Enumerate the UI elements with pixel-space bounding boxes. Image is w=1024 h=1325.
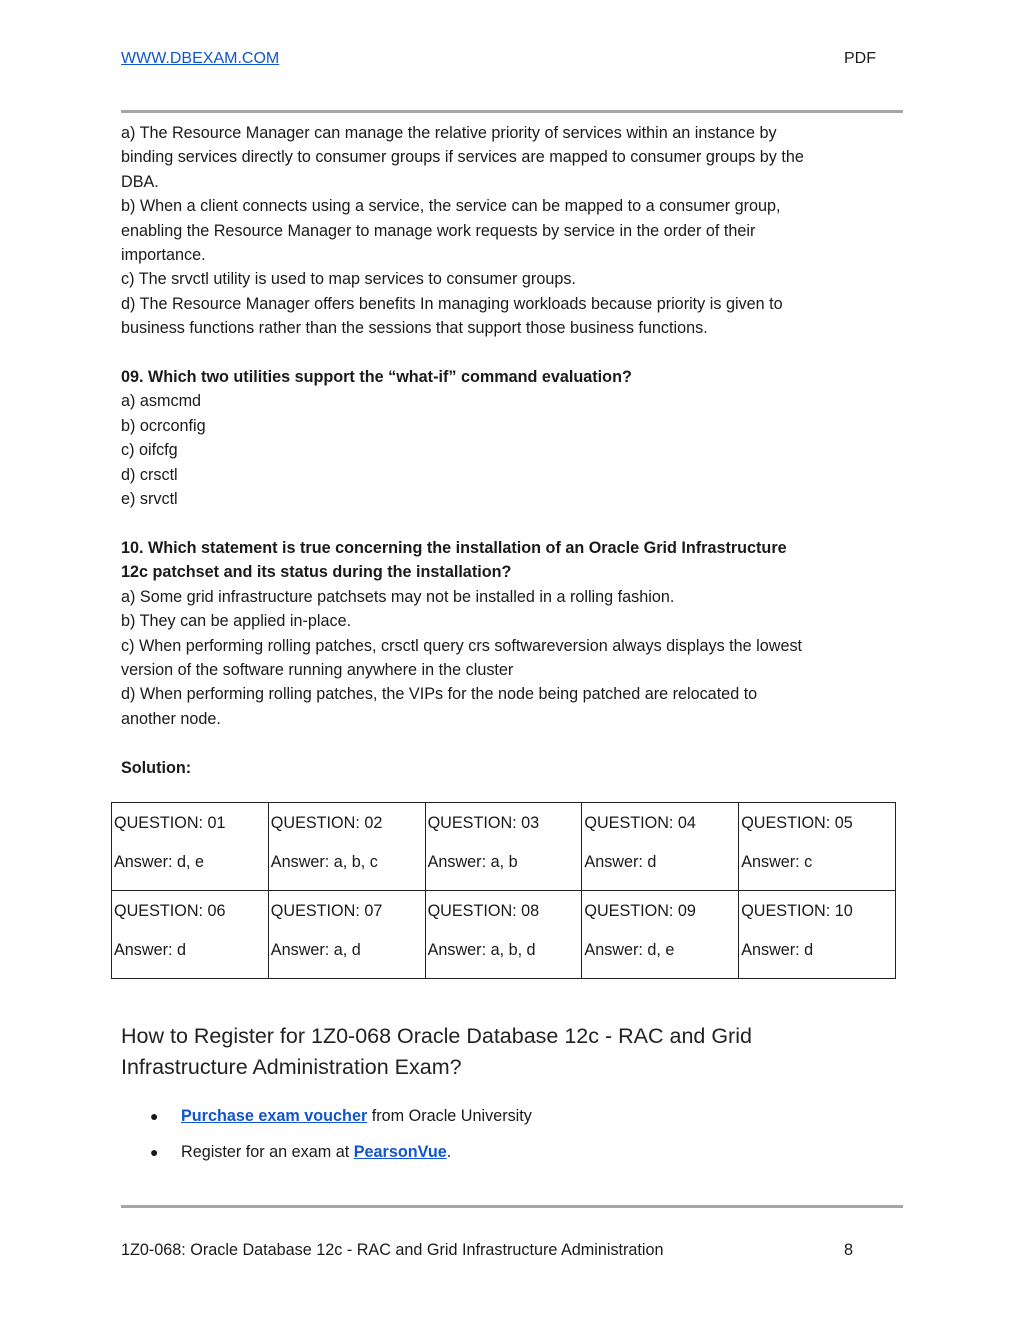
purchase-voucher-link[interactable]: Purchase exam voucher [181,1107,368,1125]
answers-table [111,802,896,979]
question-number: QUESTION: 09 [584,902,696,920]
question-number: QUESTION: 08 [427,902,540,920]
answer-value: Answer: d, e [584,941,675,959]
bullet-text-end: . [446,1143,452,1161]
question-number: QUESTION: 02 [270,814,383,832]
question-number: QUESTION: 10 [741,902,853,920]
q9-option: e) srvctl [121,490,178,509]
table-row [112,891,896,979]
table-cell [739,803,896,891]
pearsonvue-link[interactable]: PearsonVue [353,1143,447,1161]
question-number: QUESTION: 03 [427,814,540,832]
bullet-text: Register for an exam at [181,1143,354,1161]
q10-option: d) When performing rolling patches, the VIPs for the node being patched are relocated to [121,685,758,704]
q8-option-line: binding services directly to consumer groups if services are mapped to consumer groups by the [121,148,804,167]
bullet-icon: ● [150,1144,159,1160]
q10-option: another node. [121,709,221,728]
q8-option-line: enabling the Resource Manager to manage work requests by service in the order of their [121,221,756,240]
table-cell [112,803,269,891]
q8-option-line: c) The srvctl utility is used to map services to consumer groups. [121,270,576,289]
table-row [112,803,896,891]
q10-option: version of the software running anywhere in the cluster [121,660,514,679]
table-cell [112,891,269,979]
register-heading: How to Register for 1Z0-068 Oracle Database 12c - RAC and Grid Infrastructure Administration Exam? [121,1024,752,1079]
q10-option: b) They can be applied in-place. [121,612,352,631]
solution-label: Solution: [121,758,192,777]
answer-value: Answer: a, b, d [427,941,536,959]
question-number: QUESTION: 07 [270,902,383,920]
table-cell [425,891,582,979]
q8-option-line: business functions rather than the sessions that support those business functions. [121,319,708,338]
q9-question: 09. Which two utilities support the “what-if” command evaluation? [121,368,632,387]
answer-value: Answer: d [114,941,186,959]
q9-option: a) asmcmd [121,392,202,411]
footer-title: 1Z0-068: Oracle Database 12c - RAC and Grid Infrastructure Administration [121,1241,664,1259]
page-body [121,121,906,780]
q9-option: c) oifcfg [121,441,178,460]
answer-value: Answer: a, b, c [270,853,378,871]
header-pdf-label: PDF [844,50,876,67]
q10-option: c) When performing rolling patches, crsctl query crs softwareversion always displays the lowest [121,636,803,655]
table-cell [268,803,425,891]
q9-option: b) ocrconfig [121,416,206,435]
bottom-divider [121,1205,903,1208]
q10-question-line1: 10. Which statement is true concerning the installation of an Oracle Grid Infrastructure [121,538,787,557]
answer-value: Answer: d, e [114,853,204,871]
q10-option: a) Some grid infrastructure patchsets may not be installed in a rolling fashion. [121,587,675,606]
q8-option-line: a) The Resource Manager can manage the relative priority of services within an instance by [121,124,777,142]
question-number: QUESTION: 04 [584,814,696,832]
q8-option-line: d) The Resource Manager offers benefits In managing workloads because priority is given to [121,294,783,313]
q9-option: d) crsctl [121,465,178,484]
top-divider [121,110,903,113]
answer-value: Answer: d [741,941,814,959]
table-cell [268,891,425,979]
table-cell [739,891,896,979]
answer-value: Answer: a, d [270,941,361,959]
question-number: QUESTION: 05 [741,814,853,832]
answer-value: Answer: c [741,853,813,871]
answer-value: Answer: a, b [427,853,518,871]
table-cell [425,803,582,891]
answer-value: Answer: d [584,853,657,871]
table-cell [582,891,739,979]
header-site-link[interactable]: WWW.DBEXAM.COM [121,50,280,67]
question-number: QUESTION: 06 [114,902,226,920]
table-cell [582,803,739,891]
q8-option-line: DBA. [121,172,159,191]
q8-option-line: importance. [121,246,206,265]
bullet-icon: ● [150,1108,159,1124]
question-number: QUESTION: 01 [114,814,226,832]
q8-option-line: b) When a client connects using a service, the service can be mapped to a consumer group, [121,197,781,216]
page-number: 8 [844,1241,854,1259]
q10-question-line2: 12c patchset and its status during the installation? [121,563,512,582]
bullet-text: from Oracle University [367,1107,532,1125]
